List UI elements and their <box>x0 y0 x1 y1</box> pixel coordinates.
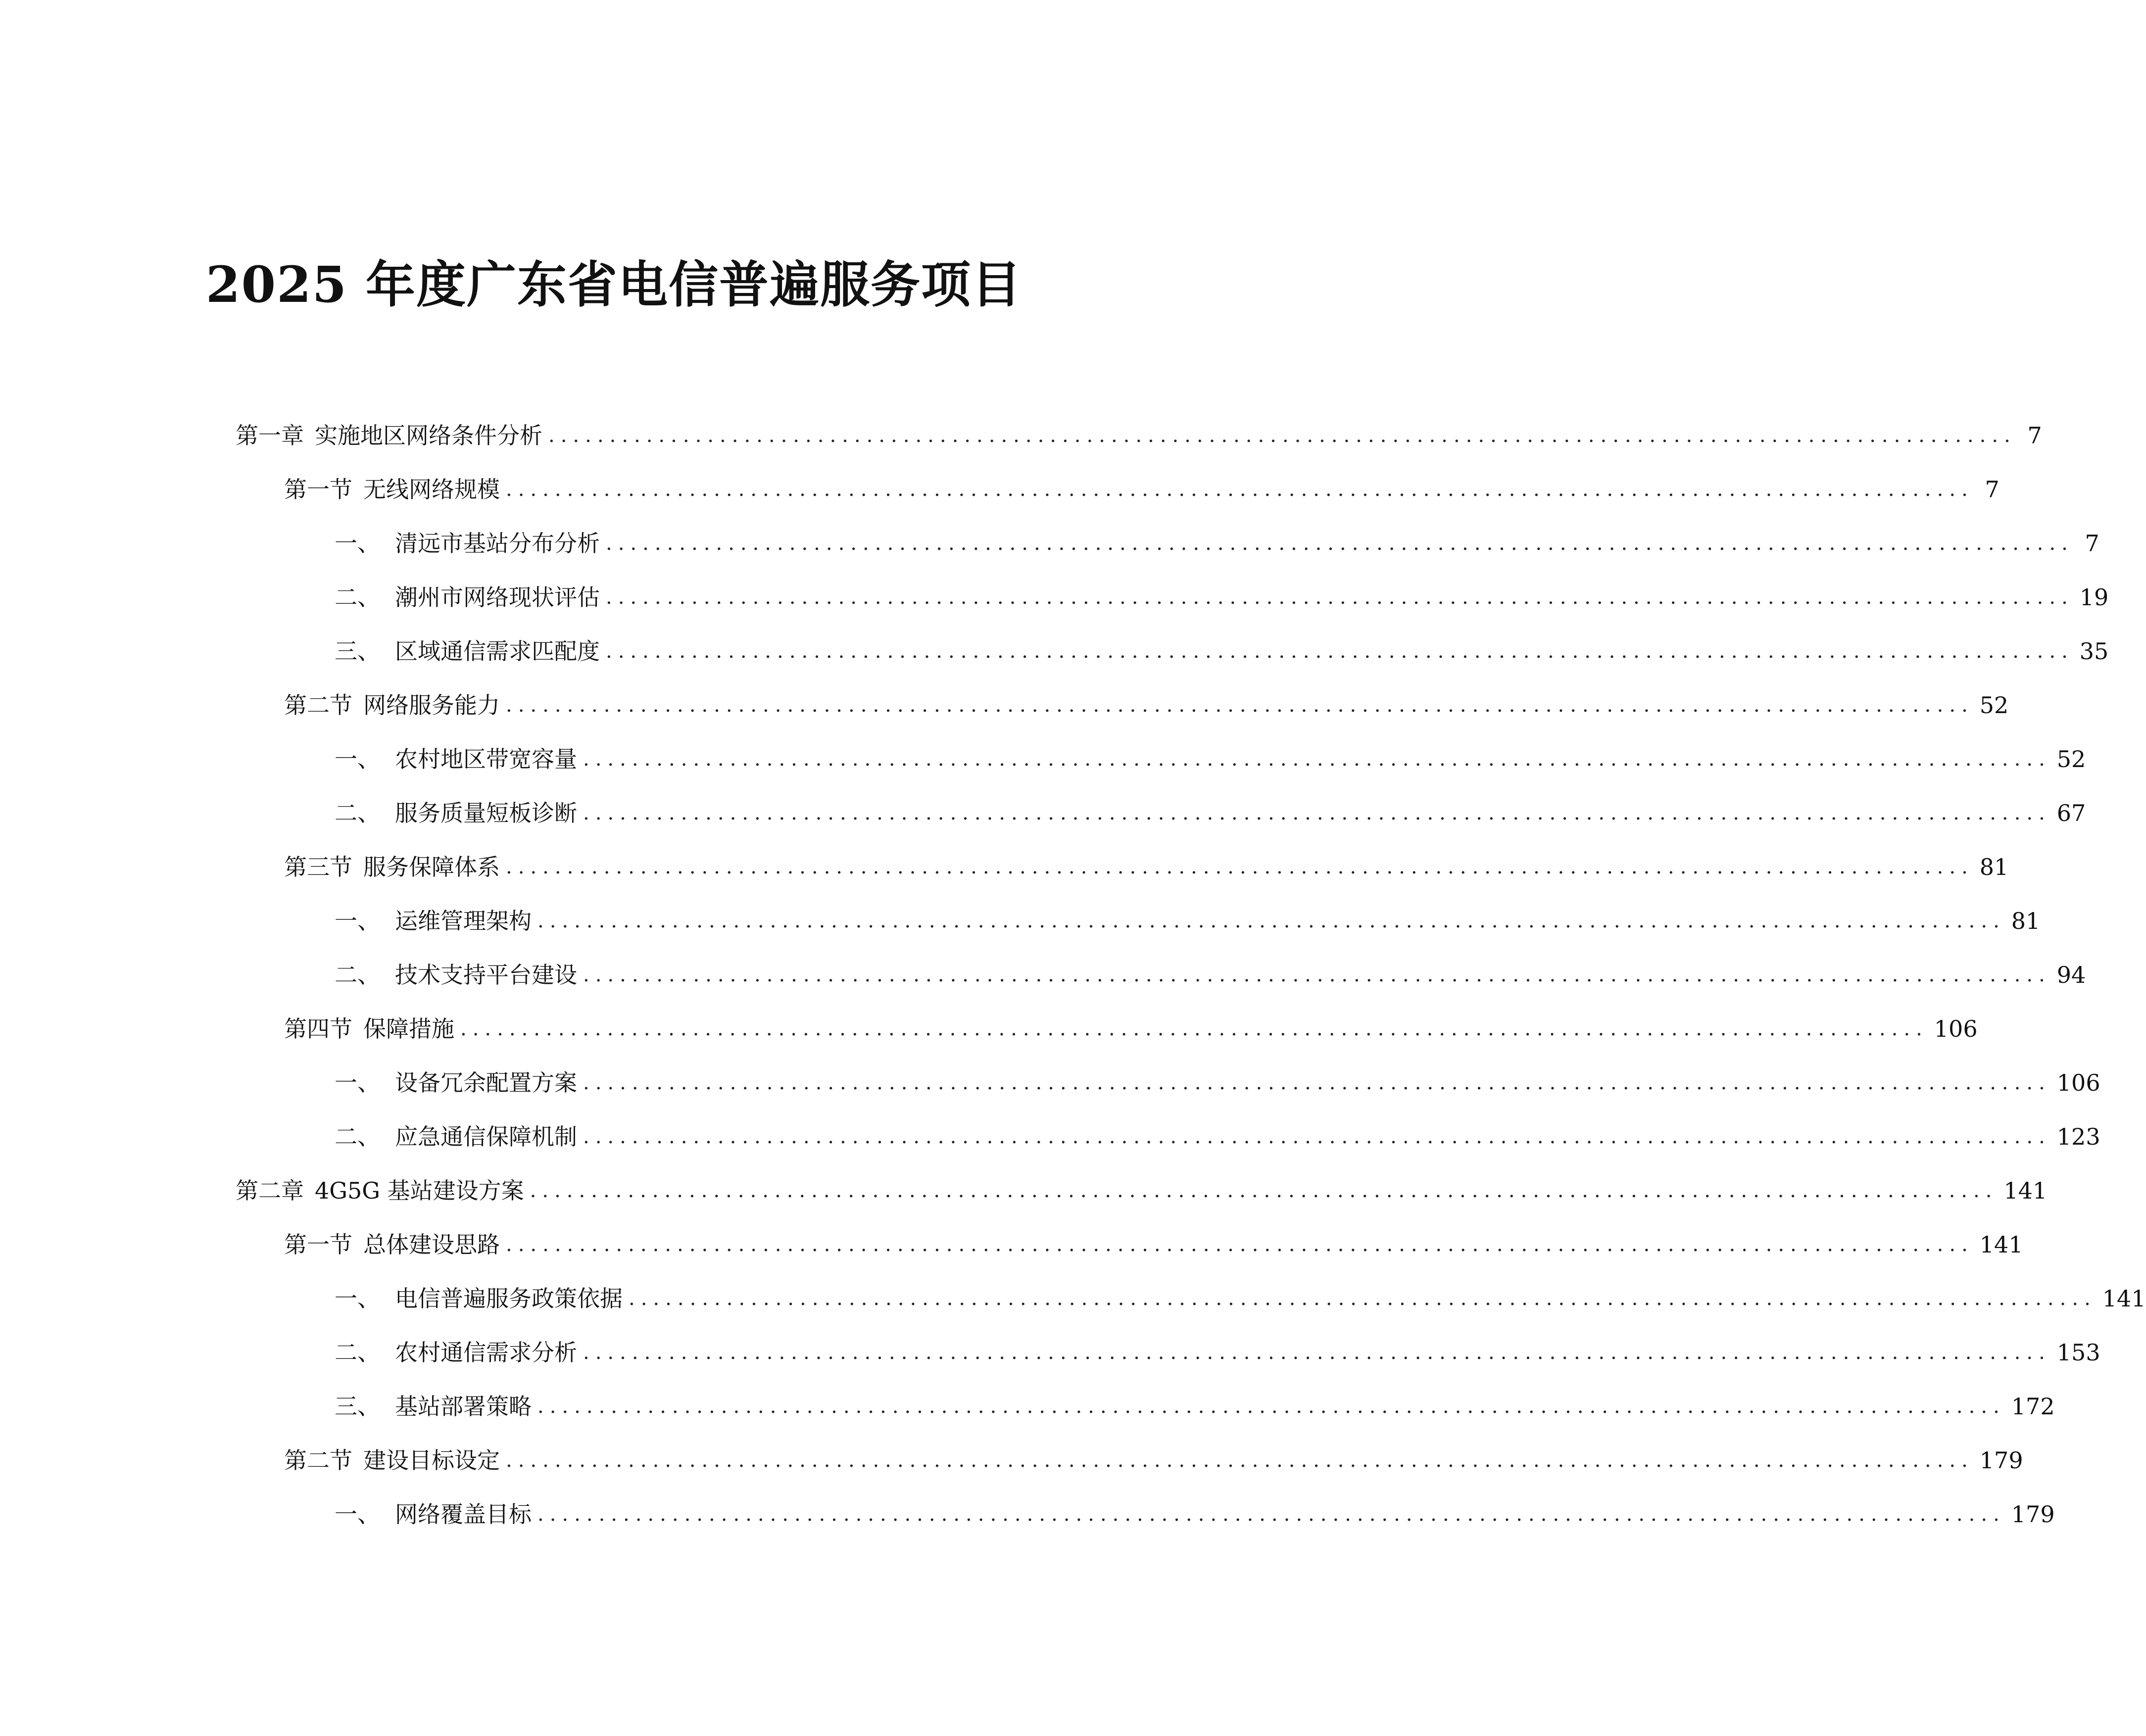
toc-entry[interactable] <box>335 1387 2055 1426</box>
toc-section-number: 第一节 <box>284 476 352 503</box>
toc-entry-title: 应急通信保障机制 <box>395 1123 577 1150</box>
toc-page-number: 141 <box>1979 1231 2023 1258</box>
toc-entry-title: 建设目标设定 <box>363 1447 500 1474</box>
dot-leader: ........................................................................................................................ <box>606 586 2074 609</box>
toc-section-number: 第三节 <box>284 854 352 880</box>
toc-entry[interactable] <box>236 1171 2048 1210</box>
toc-page-number: 7 <box>2085 530 2099 557</box>
dot-leader: ........................................................................................................................ <box>506 694 1974 717</box>
toc-entry[interactable] <box>284 685 2009 725</box>
toc-entry[interactable] <box>284 470 2000 509</box>
toc-item-number: 二、 <box>335 584 380 611</box>
toc-entry[interactable] <box>236 416 2042 455</box>
dot-leader: ........................................................................................................................ <box>506 856 1974 878</box>
toc-entry-title: 电信普遍服务政策依据 <box>395 1285 623 1312</box>
toc-entry[interactable] <box>284 1225 2023 1264</box>
toc-page-number: 123 <box>2056 1123 2100 1150</box>
dot-leader: ........................................................................................................................ <box>583 1071 2051 1094</box>
toc-entry-title: 区域通信需求匹配度 <box>395 638 600 665</box>
toc-item-number: 二、 <box>335 1123 380 1150</box>
toc-entry-title: 潮州市网络现状评估 <box>395 584 600 611</box>
toc-item-number: 二、 <box>335 1339 380 1366</box>
dot-leader: ........................................................................................................................ <box>629 1287 2097 1310</box>
toc-entry-title: 总体建设思路 <box>363 1231 500 1258</box>
toc-page-number: 141 <box>2003 1177 2048 1204</box>
toc-page-number: 94 <box>2056 962 2086 988</box>
toc-item-number: 二、 <box>335 800 380 826</box>
toc-entry[interactable] <box>284 1009 1978 1049</box>
toc-section-number: 第四节 <box>284 1015 352 1042</box>
toc-entry-title: 清远市基站分布分析 <box>395 530 600 557</box>
toc-entry[interactable] <box>335 955 2086 995</box>
toc-entry-title: 农村地区带宽容量 <box>395 746 577 772</box>
toc-chapter-number: 第一章 <box>236 422 304 449</box>
toc-page-number: 141 <box>2102 1285 2146 1312</box>
toc-section-number: 第二节 <box>284 1447 352 1474</box>
toc-page-number: 179 <box>2011 1501 2055 1528</box>
toc-entry-title: 4G5G 基站建设方案 <box>315 1177 524 1204</box>
dot-leader: ........................................................................................................................ <box>506 1449 1974 1472</box>
dot-leader: ........................................................................................................................ <box>460 1017 1928 1040</box>
dot-leader: ........................................................................................................................ <box>583 1125 2051 1148</box>
toc-page-number: 81 <box>2011 908 2041 934</box>
toc-page-number: 106 <box>1934 1015 1978 1042</box>
toc-entry[interactable] <box>284 847 2009 887</box>
toc-entry-title: 农村通信需求分析 <box>395 1339 577 1366</box>
toc-entry-title: 无线网络规模 <box>363 476 500 503</box>
toc-section-number: 第一节 <box>284 1231 352 1258</box>
toc-section-number: 第二节 <box>284 692 352 719</box>
toc-page-number: 67 <box>2056 800 2086 826</box>
toc-entry[interactable] <box>335 793 2086 833</box>
dot-leader: ........................................................................................................................ <box>583 1341 2051 1364</box>
toc-entry[interactable] <box>335 524 2099 563</box>
dot-leader: ........................................................................................................................ <box>530 1179 1998 1202</box>
toc-entry[interactable] <box>335 1279 2146 1318</box>
toc-item-number: 一、 <box>335 908 380 934</box>
toc-page-number: 172 <box>2011 1393 2055 1420</box>
toc-entry-title: 设备冗余配置方案 <box>395 1069 577 1096</box>
toc-entry-title: 网络覆盖目标 <box>395 1501 532 1528</box>
toc-entry[interactable] <box>335 1495 2055 1534</box>
dot-leader: ........................................................................................................................ <box>606 640 2074 663</box>
toc-entry[interactable] <box>284 1441 2023 1480</box>
document-title: 2025 年度广东省电信普遍服务项目 <box>205 255 1023 314</box>
toc-entry-title: 保障措施 <box>363 1015 454 1042</box>
toc-item-number: 一、 <box>335 530 380 557</box>
toc-item-number: 一、 <box>335 1069 380 1096</box>
toc-entry-title: 技术支持平台建设 <box>395 962 577 988</box>
toc-entry-title: 实施地区网络条件分析 <box>315 422 542 449</box>
toc-entry-title: 服务质量短板诊断 <box>395 800 577 826</box>
toc-item-number: 一、 <box>335 746 380 772</box>
toc-page-number: 7 <box>1985 476 2000 503</box>
toc-item-number: 一、 <box>335 1501 380 1528</box>
toc-entry[interactable] <box>335 739 2086 779</box>
dot-leader: ........................................................................................................................ <box>506 478 1974 501</box>
toc-page-number: 35 <box>2079 638 2109 665</box>
toc-entry-title: 运维管理架构 <box>395 908 532 934</box>
toc-entry[interactable] <box>335 1333 2100 1372</box>
toc-item-number: 三、 <box>335 1393 380 1420</box>
toc-page-number: 52 <box>2056 746 2086 772</box>
toc-entry[interactable] <box>335 901 2041 941</box>
dot-leader: ........................................................................................................................ <box>548 424 2016 447</box>
dot-leader: ........................................................................................................................ <box>606 532 2074 555</box>
toc-page-number: 7 <box>2027 422 2042 449</box>
dot-leader: ........................................................................................................................ <box>537 910 2005 932</box>
toc-page-number: 179 <box>1979 1447 2023 1474</box>
toc-entry-title: 网络服务能力 <box>363 692 500 719</box>
dot-leader: ........................................................................................................................ <box>583 964 2051 986</box>
dot-leader: ........................................................................................................................ <box>583 748 2051 771</box>
toc-entry-title: 基站部署策略 <box>395 1393 532 1420</box>
toc-entry[interactable] <box>335 1117 2100 1157</box>
dot-leader: ........................................................................................................................ <box>583 802 2051 824</box>
toc-entry-title: 服务保障体系 <box>363 854 500 880</box>
dot-leader: ........................................................................................................................ <box>537 1395 2005 1418</box>
toc-item-number: 二、 <box>335 962 380 988</box>
dot-leader: ........................................................................................................................ <box>537 1503 2005 1526</box>
toc-entry[interactable] <box>335 631 2109 671</box>
toc-page-number: 106 <box>2056 1069 2100 1096</box>
toc-item-number: 三、 <box>335 638 380 665</box>
toc-page-number: 52 <box>1979 692 2009 719</box>
toc-entry[interactable] <box>335 578 2109 617</box>
toc-page-number: 81 <box>1979 854 2009 880</box>
dot-leader: ........................................................................................................................ <box>506 1233 1974 1256</box>
toc-item-number: 一、 <box>335 1285 380 1312</box>
toc-page-number: 19 <box>2079 584 2109 611</box>
toc-chapter-number: 第二章 <box>236 1177 304 1204</box>
toc-entry[interactable] <box>335 1063 2100 1103</box>
toc-page-number: 153 <box>2056 1339 2100 1366</box>
